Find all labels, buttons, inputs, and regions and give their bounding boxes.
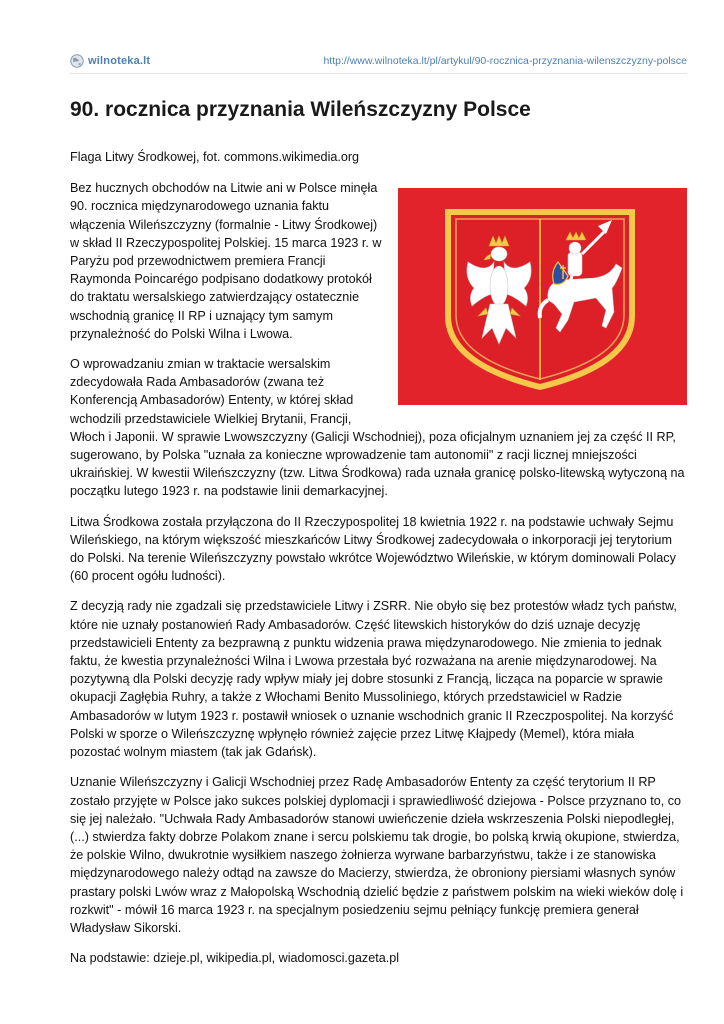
- site-name[interactable]: wilnoteka.lt: [88, 55, 151, 67]
- paragraph-disagreement: Z decyzją rady nie zgadzali się przedstawiciele Litwy i ZSRR. Nie obyło się bez protestów władz tych państw, które nie uznały postanowień Rady Ambasadorów. Część litewskich historyków do dziś uznaje decyzję przedstawicieli Ententy za bezprawną z punktu widzenia prawa międzynarodowego. Nie zmienia to jednak faktu, że kwestia przynależności Wilna i Lwowa przestała być rozważana na arenie międzynarodowej. Na pozytywną dla Polski decyzję rady wpływ miały jej dobre stosunki z Francją, licząca na poparcie w sprawie okupacji Zagłębia Ruhry, a także z Włochami Benito Mussoliniego, których przedstawiciel w Radzie Ambasadorów w lutym 1923 r. postawił wniosek o uznanie wschodnich granic II Rzeczpospolitej. Na korzyść Polski w sporze o Wileńszczyznę wpłynęło również zajęcie przez Litwę Kłajpedy (Memel), która miała pozostać wolnym miastem (tak jak Gdańsk).: [70, 599, 677, 760]
- globe-icon: [70, 54, 84, 68]
- page-header: [70, 54, 687, 70]
- paragraph-sources: Na podstawie: dzieje.pl, wikipedia.pl, wiadomosci.gazeta.pl: [70, 951, 400, 966]
- header-divider: [70, 73, 687, 74]
- site-brand[interactable]: [70, 54, 150, 68]
- paragraph-intro: Bez hucznych obchodów na Litwie ani w Polsce minęła 90. rocznica międzynarodowego uznania faktu włączenia Wileńszczyzny (formalnie - Litwy Środkowej) w skład II Rzeczypospolitej Polskiej. 15 marca 1923 r. w Paryżu pod przewodnictwem premiera Francji Raymonda Poincarégo podpisano dodatkowy protokół do traktatu wersalskiego zatwierdzający ostatecznie wschodnią granicę II RP i uznający tym samym przynależność do Polski Wilna i Lwowa.: [70, 181, 382, 341]
- image-caption: Flaga Litwy Środkowej, fot. commons.wikimedia.org: [70, 150, 360, 164]
- central-lithuania-flag-image: [398, 188, 687, 405]
- paragraph-ambassadors: O wprowadzaniu zmian w traktacie wersalskim zdecydowała Rada Ambasadorów (zwana też Konferencją Ambasadorów) Ententy, w której skład wchodzili przedstawiciele Wielkiej Brytanii, Francji, Włoch i Japonii. W sprawie Lwowszczyzny (Galicji Wschodniej), poza oficjalnym uznaniem jej za część II RP, sugerowano, by Polska "uznała za konieczne wprowadzenie tam autonomii" z racji licznej mniejszości ukraińskiej. W kwestii Wileńszczyzny (tzw. Litwa Środkowa) rada uznała granicę polsko-litewską wytyczoną na początku lutego 1923 r. na podstawie linii demarkacyjnej.: [70, 357, 685, 499]
- article-title: 90. rocznica przyznania Wileńszczyzny Polsce: [70, 98, 531, 121]
- article-body: [70, 148, 687, 979]
- article-url-link[interactable]: http://www.wilnoteka.lt/pl/artykul/90-rocznica-przyznania-wilenszczyzny-polsce: [323, 55, 687, 67]
- paragraph-central-lithuania: Litwa Środkowa została przyłączona do II Rzeczypospolitej 18 kwietnia 1922 r. na podstawie uchwały Sejmu Wileńskiego, na którym większość mieszkańców Litwy Środkowej zadecydowała o inkorporacji jej terytorium do Polski. Na terenie Wileńszczyzny powstało wkrótce Województwo Wileńskie, w którym dominowali Polacy (60 procent ogółu ludności).: [70, 514, 676, 584]
- paragraph-recognition: Uznanie Wileńszczyzny i Galicji Wschodniej przez Radę Ambasadorów Ententy za część terytorium II RP zostało przyjęte w Polsce jako sukces polskiej dyplomacji i sprawiedliwość dziejowa - Polsce przyznano to, co się jej należało. "Uchwała Rady Ambasadorów stanowi uwieńczenie dzieła wskrzeszenia Polski niepodległej, (...) stwierdza fakty dobrze Polakom znane i sercu polskiemu tak drogie, bo polską krwią okupione, stwierdza, że polskie Wilno, dwukrotnie wysiłkiem naszego żołnierza wyrwane barbarzyństwu, także i ze stanowiska międzynarodowego należy odtąd na zawsze do Macierzy, stwierdza, że obroniony piersiami własnych synów prastary polski Lwów wraz z Małopolską Wschodnią dzielić będzie z państwem polskim na wieki wieków dolę i rozkwit" - mówił 16 marca 1923 r. na specjalnym posiedzeniu sejmu pełniący funkcję premiera generał Władysław Sikorski.: [70, 775, 684, 935]
